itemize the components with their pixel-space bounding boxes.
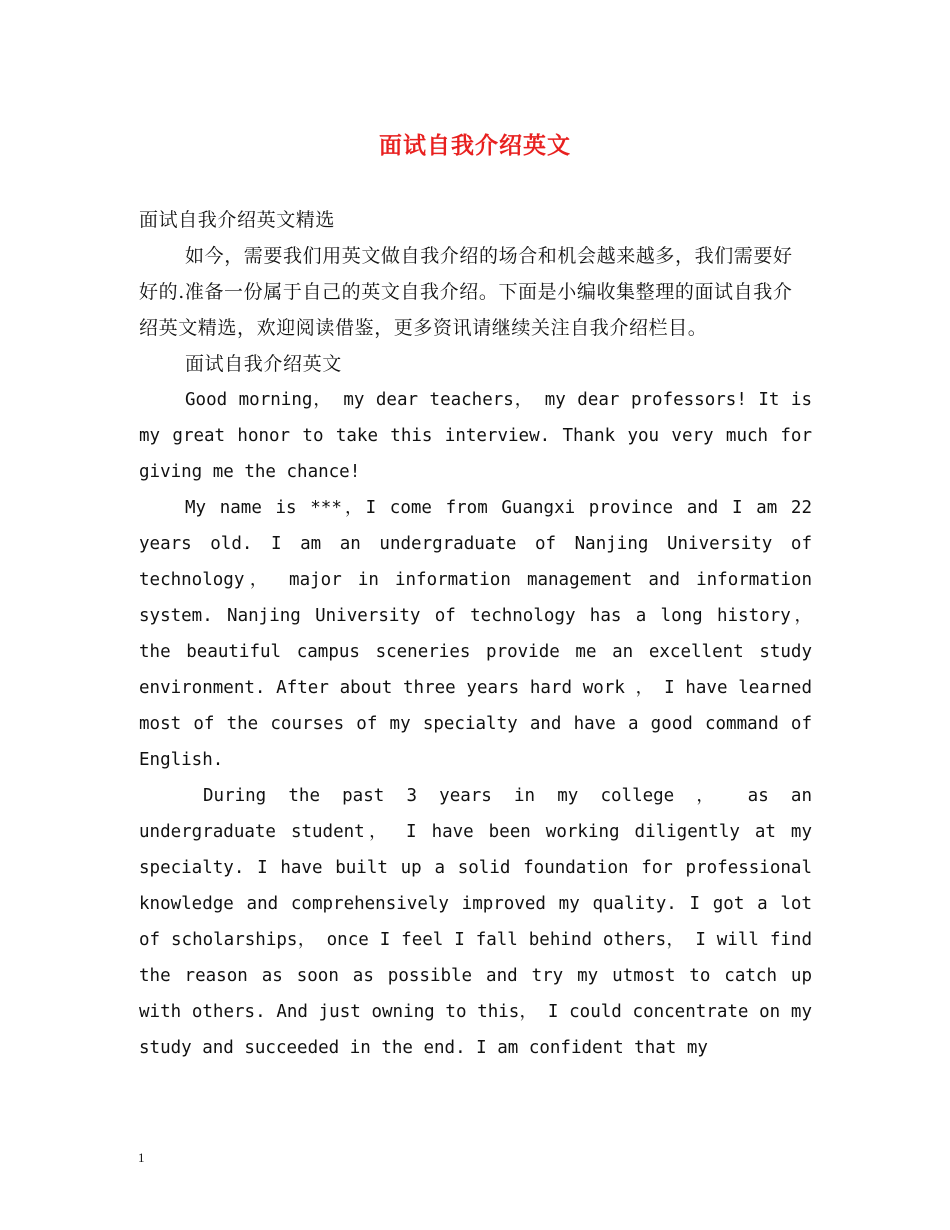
- background-paragraph: My name is ***，I come from Guangxi province and I am 22 years old. I am an undergraduate of Nanjing University of technology， major in information management and information system. Nanjing University of technology has a long history， the beautiful campus sceneries provide me an excellent study environment. After about three years hard work ， I have learned most of the courses of my specialty and have a good command of English.: [139, 498, 812, 770]
- subtitle-line: 面试自我介绍英文精选: [139, 209, 336, 231]
- document-body: [139, 202, 812, 1066]
- greeting-paragraph: Good morning， my dear teachers， my dear professors! It is my great honor to take this interview. Thank you very much for giving me the chance!: [139, 390, 812, 482]
- section-heading: 面试自我介绍英文: [185, 353, 342, 375]
- page-title: 面试自我介绍英文: [379, 132, 571, 159]
- intro-paragraph: 如今，需要我们用英文做自我介绍的场合和机会越来越多，我们需要好好的.准备一份属于自己的英文自我介绍。下面是小编收集整理的面试自我介绍英文精选，欢迎阅读借鉴，更多资讯请继续关注自我介绍栏目。: [139, 245, 793, 339]
- page-number: 1: [138, 1150, 145, 1165]
- college-paragraph: During the past 3 years in my college ， as an undergraduate student， I have been working diligently at my specialty. I have built up a solid foundation for professional knowledge and comprehensively improved my quality. I got a lot of scholarships， once I feel I fall behind others， I will find the reason as soon as possible and try my utmost to catch up with others. And just owning to this， I could concentrate on my study and succeeded in the end. I am confident that my: [139, 786, 812, 1058]
